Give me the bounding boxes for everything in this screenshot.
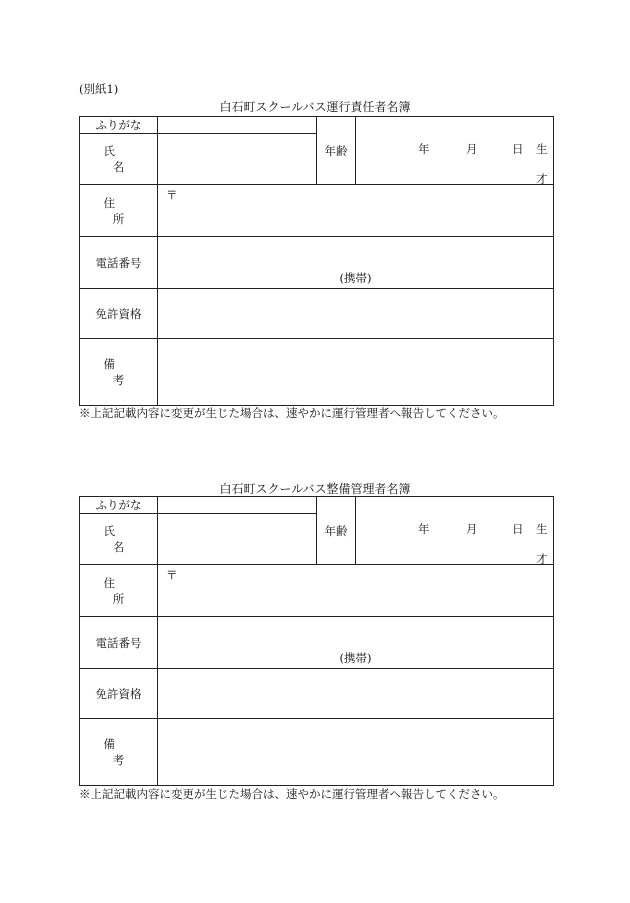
birthdate-field[interactable] xyxy=(356,497,554,565)
year-label: 年 xyxy=(418,522,430,536)
mobile-label: (携帯) xyxy=(339,651,372,665)
day-label: 日 xyxy=(512,142,524,156)
license-label: 免許資格 xyxy=(80,669,158,719)
license-field[interactable] xyxy=(158,669,554,719)
age-unit-label: 才 xyxy=(536,172,548,186)
remarks-field[interactable] xyxy=(158,339,554,406)
annex-label: (別紙1) xyxy=(79,82,119,96)
remarks-field[interactable] xyxy=(158,719,554,786)
age-label: 年齢 xyxy=(317,117,356,185)
phone-field[interactable] xyxy=(158,237,554,289)
address-label: 住 所 xyxy=(80,565,158,617)
name-label: 氏 名 xyxy=(80,514,158,565)
postal-mark: 〒 xyxy=(166,568,178,582)
birthdate-field[interactable] xyxy=(356,117,554,185)
furigana-field[interactable] xyxy=(158,117,317,134)
month-label: 月 xyxy=(466,142,478,156)
form-title-maintenance-manager: 白石町スクールバス整備管理者名簿 xyxy=(219,482,411,496)
form-maintenance-manager xyxy=(79,496,554,786)
address-field[interactable] xyxy=(158,565,554,617)
remarks-label: 備 考 xyxy=(80,339,158,406)
form-title-operation-manager: 白石町スクールバス運行責任者名簿 xyxy=(219,100,411,114)
postal-mark: 〒 xyxy=(166,188,178,202)
birth-label: 生 xyxy=(536,142,548,156)
phone-label: 電話番号 xyxy=(80,617,158,669)
mobile-label: (携帯) xyxy=(339,271,372,285)
address-label: 住 所 xyxy=(80,185,158,237)
name-label: 氏 名 xyxy=(80,134,158,185)
license-label: 免許資格 xyxy=(80,289,158,339)
furigana-field[interactable] xyxy=(158,497,317,514)
furigana-label: ふりがな xyxy=(80,497,158,514)
month-label: 月 xyxy=(466,522,478,536)
remarks-label: 備 考 xyxy=(80,719,158,786)
notice-text: ※上記記載内容に変更が生じた場合は、速やかに運行管理者へ報告してください。 xyxy=(79,787,505,801)
notice-text: ※上記記載内容に変更が生じた場合は、速やかに運行管理者へ報告してください。 xyxy=(79,406,505,420)
age-unit-label: 才 xyxy=(536,552,548,566)
age-label: 年齢 xyxy=(317,497,356,565)
phone-field[interactable] xyxy=(158,617,554,669)
phone-label: 電話番号 xyxy=(80,237,158,289)
day-label: 日 xyxy=(512,522,524,536)
furigana-label: ふりがな xyxy=(80,117,158,134)
birth-label: 生 xyxy=(536,522,548,536)
address-field[interactable] xyxy=(158,185,554,237)
license-field[interactable] xyxy=(158,289,554,339)
name-field[interactable] xyxy=(158,134,317,185)
year-label: 年 xyxy=(418,142,430,156)
form-operation-manager xyxy=(79,116,554,406)
name-field[interactable] xyxy=(158,514,317,565)
